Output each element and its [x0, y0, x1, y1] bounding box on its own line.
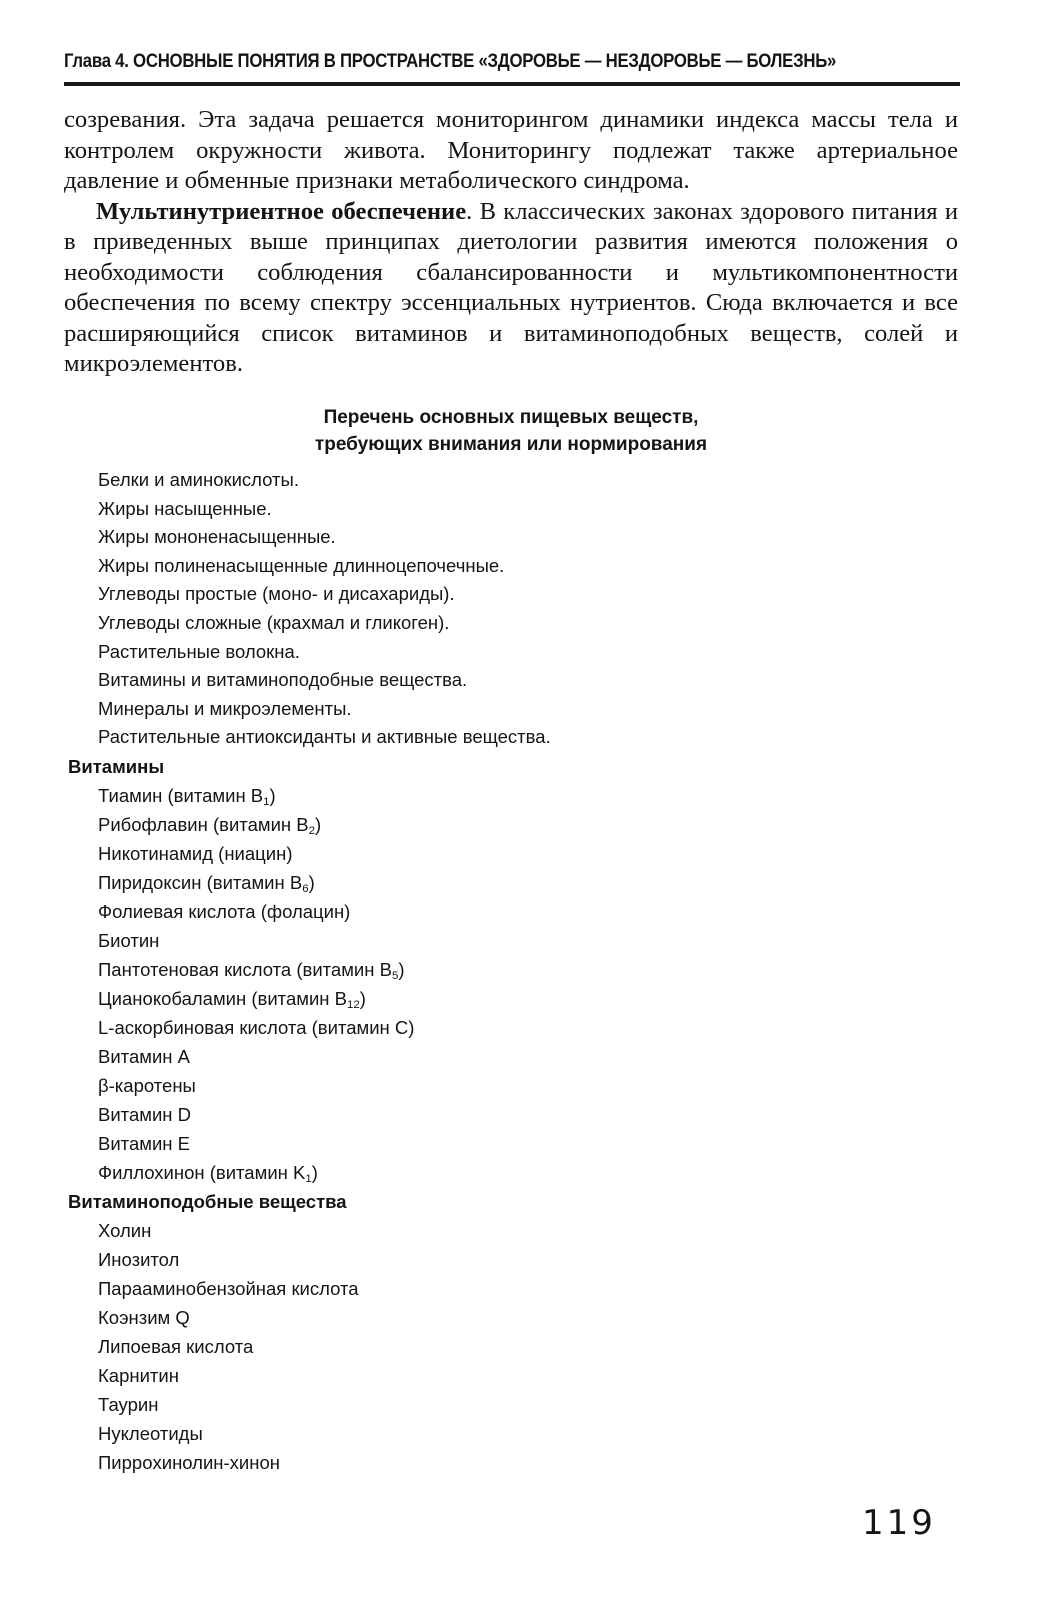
vitamin-name-end: ): [311, 1161, 318, 1183]
nutrient-item: Жиры полиненасыщенные длинноцепочечные.: [98, 554, 505, 576]
vitamin-item: [68, 1071, 948, 1100]
vitamin-name-end: ): [398, 958, 405, 980]
vitamin-like-item: Коэнзим Q: [98, 1306, 190, 1328]
list-title-line-2: требующих внимания или нормирования: [314, 434, 708, 455]
vitamin-subscript: 6: [302, 882, 309, 895]
nutrient-list: [68, 466, 948, 1477]
vitamin-item: [68, 1158, 948, 1187]
vitamin-name: Филлохинон (витамин K: [98, 1161, 306, 1183]
vitamin-name: Витамин E: [98, 1132, 190, 1154]
paragraph-multinutrient: [64, 197, 958, 380]
vitamin-name: β-каротены: [98, 1074, 196, 1096]
vitamin-name: Цианокобаламин (витамин B: [98, 987, 347, 1009]
vitamins-list: [68, 781, 948, 1187]
vitamin-like-item: Инозитол: [98, 1248, 180, 1270]
body-text: [64, 105, 958, 380]
vitamin-item: [68, 1042, 948, 1071]
vitamin-subscript: 1: [305, 1172, 312, 1185]
vitamin-like-item: Пирроxинолин-хинон: [98, 1451, 280, 1473]
vitamin-item: [68, 1013, 948, 1042]
vitamin-name: Витамин D: [98, 1103, 191, 1125]
vitamin-name: Витамин A: [98, 1045, 190, 1067]
vitamin-subscript: 1: [263, 795, 270, 808]
paragraph-continuation: созревания. Эта задача решается мониторингом динамики индекса массы тела и контролем окружности живота. Мониторингу подлежат также артериальное давление и обменные признаки метаболического синдрома.: [64, 106, 958, 194]
vitamin-name-end: ): [308, 871, 315, 893]
vitamin-subscript: 5: [391, 969, 399, 982]
vitamin-like-item: Карнитин: [98, 1364, 179, 1386]
vitamin-item: [68, 926, 948, 955]
nutrient-item: Белки и аминокислоты.: [98, 469, 299, 490]
vitamin-name: Рибофлавин (витамин B: [98, 813, 309, 835]
nutrient-item: Минералы и микроэлементы.: [98, 697, 352, 719]
list-title: [64, 404, 958, 458]
vitamin-item: [68, 984, 948, 1013]
running-header: Глава 4. ОСНОВНЫЕ ПОНЯТИЯ В ПРОСТРАНСТВЕ «ЗДОРОВЬЕ — НЕЗДОРОВЬЕ — БОЛЕЗНЬ»: [64, 50, 837, 72]
vitamin-name: Пиридоксин (витамин B: [98, 871, 303, 893]
vitamin-name: Никотинамид (ниацин): [98, 842, 293, 864]
vitamins-heading: Витамины: [68, 755, 165, 777]
nutrient-item: Растительные волокна.: [98, 640, 300, 662]
vitamin-like-item: Таурин: [98, 1393, 159, 1415]
header-rule: [64, 82, 960, 86]
vitamin-item: [68, 955, 948, 984]
vitamin-item: [68, 1100, 948, 1129]
vitamin-like-item: Липоевая кислота: [98, 1335, 254, 1357]
vitamin-like-item: Холин: [98, 1219, 152, 1241]
vitamin-subscript: 12: [346, 998, 360, 1011]
vitamin-name: L-аскорбиновая кислота (витамин C): [98, 1016, 415, 1038]
vitamin-name: Тиамин (витамин B: [98, 784, 264, 806]
vitamin-item: [68, 810, 948, 839]
vitamin-like-item: Парааминобензойная кислота: [98, 1277, 359, 1299]
vitamin-name-end: ): [315, 813, 322, 835]
nutrient-item: Жиры насыщенные.: [98, 497, 272, 519]
vitamin-name: Биотин: [98, 929, 160, 951]
vitamin-item: [68, 839, 948, 868]
vitamin-subscript: 2: [308, 824, 315, 837]
vitamin-name-end: ): [359, 987, 366, 1009]
nutrient-item: Углеводы простые (моно- и дисахариды).: [98, 583, 455, 605]
vitamin-name: Фолиевая кислота (фолацин): [98, 900, 351, 922]
vitamin-item: [68, 897, 948, 926]
paragraph-text: . В классических законах здорового питания и в приведенных выше принципах диетологии развития имеются положения о необходимости соблюдения сбалансированности и мультикомпонентности обеспечения по всему спектру эссенциальных нутриентов. Сюда включается и все расширяющийся список витаминов и витаминоподобных веществ, солей и микроэлементов.: [64, 197, 958, 377]
list-title-line-1: Перечень основных пищевых веществ,: [323, 407, 699, 428]
nutrient-item: Витамины и витаминоподобные вещества.: [98, 669, 468, 691]
vitamin-name-end: ): [269, 784, 276, 806]
paragraph-lead-term: Мультинутриентное обеспечение: [96, 197, 467, 225]
page-number: 119: [862, 1503, 936, 1543]
vitamin-item: [68, 781, 948, 810]
nutrient-item: Растительные антиоксиданты и активные вещества.: [98, 726, 551, 748]
vitamin-name: Пантотеновая кислота (витамин B: [98, 958, 392, 980]
vitamin-like-list: [68, 1216, 948, 1477]
vitamin-like-item: Нуклеотиды: [98, 1422, 203, 1444]
nutrient-item: Жиры мононенасыщенные.: [98, 526, 336, 548]
vitamin-like-heading: Витаминоподобные вещества: [68, 1190, 347, 1212]
nutrient-item: Углеводы сложные (крахмал и гликоген).: [98, 611, 450, 633]
vitamin-item: [68, 1129, 948, 1158]
vitamin-item: [68, 868, 948, 897]
